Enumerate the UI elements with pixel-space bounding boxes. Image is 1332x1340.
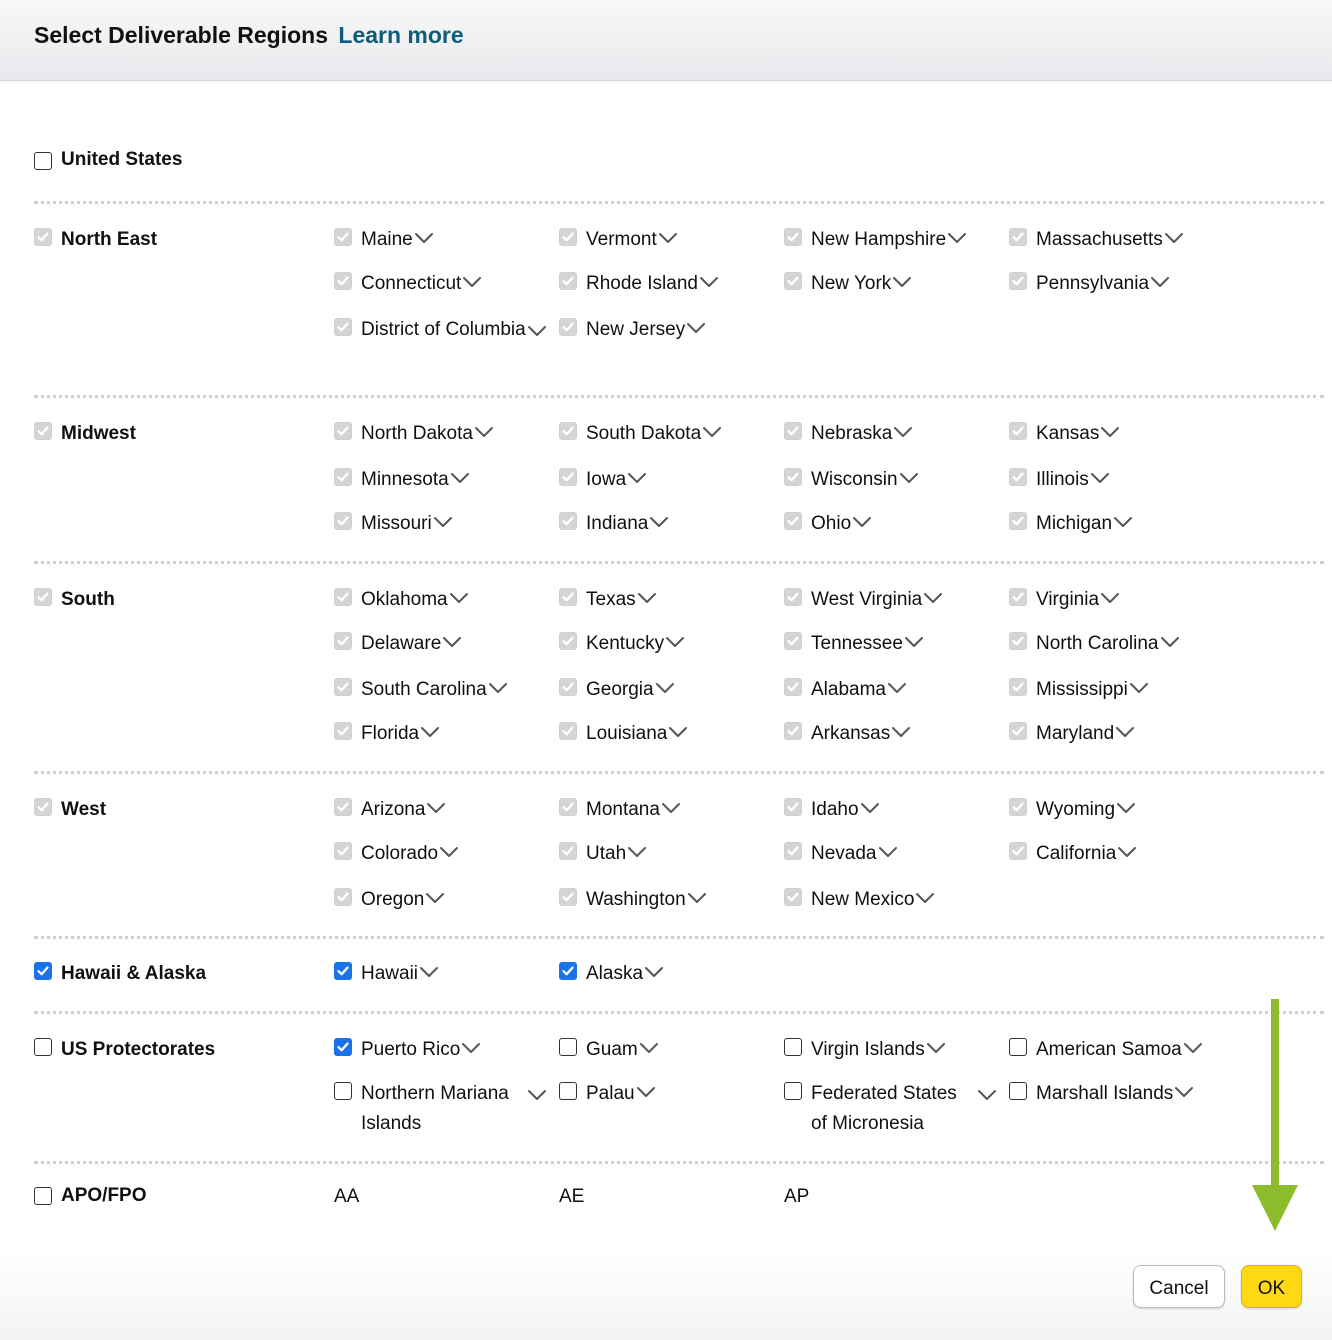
region-checkbox-west xyxy=(34,798,52,816)
state-checkbox-hawaii[interactable] xyxy=(334,962,352,980)
state-checkbox-missouri xyxy=(334,512,352,530)
state-label: Rhode Island xyxy=(586,269,719,299)
state-checkbox-south-carolina xyxy=(334,678,352,696)
chevron-down-icon[interactable] xyxy=(1183,1034,1203,1064)
chevron-down-icon[interactable] xyxy=(627,838,647,868)
state-label: Utah xyxy=(586,839,647,869)
apo-checkbox[interactable] xyxy=(34,1187,52,1205)
chevron-down-icon[interactable] xyxy=(686,314,706,344)
chevron-down-icon[interactable] xyxy=(1090,464,1110,494)
state-checkbox-indiana xyxy=(559,512,577,530)
state-label: Minnesota xyxy=(361,465,470,495)
chevron-down-icon[interactable] xyxy=(655,674,675,704)
chevron-down-icon[interactable] xyxy=(425,884,445,914)
state-label: Nevada xyxy=(811,839,898,869)
chevron-down-icon[interactable] xyxy=(649,508,669,538)
state-checkbox-georgia xyxy=(559,678,577,696)
state-checkbox-maine xyxy=(334,228,352,246)
state-checkbox-virginia xyxy=(1009,588,1027,606)
chevron-down-icon[interactable] xyxy=(462,268,482,298)
state-checkbox-west-virginia xyxy=(784,588,802,606)
state-checkbox-wisconsin xyxy=(784,468,802,486)
state-label: Kentucky xyxy=(586,629,685,659)
state-label: Louisiana xyxy=(586,719,688,749)
state-checkbox-northern-mariana-islands[interactable] xyxy=(334,1082,352,1100)
state-label: Hawaii xyxy=(361,959,439,989)
state-checkbox-puerto-rico[interactable] xyxy=(334,1038,352,1056)
state-label: New York xyxy=(811,269,912,299)
state-checkbox-utah xyxy=(559,842,577,860)
arrow-down-icon xyxy=(1250,995,1300,1235)
region-checkbox-south xyxy=(34,588,52,606)
state-checkbox-michigan xyxy=(1009,512,1027,530)
state-label: Alaska xyxy=(586,959,664,989)
chevron-down-icon[interactable] xyxy=(474,418,494,448)
state-checkbox-texas xyxy=(559,588,577,606)
state-label: Arizona xyxy=(361,795,446,825)
state-checkbox-new-york xyxy=(784,272,802,290)
region-checkbox-north-east xyxy=(34,228,52,246)
state-label: Montana xyxy=(586,795,681,825)
state-label: Pennsylvania xyxy=(1036,269,1170,299)
state-checkbox-mississippi xyxy=(1009,678,1027,696)
chevron-down-icon[interactable] xyxy=(1115,718,1135,748)
chevron-down-icon[interactable] xyxy=(1100,418,1120,448)
chevron-down-icon[interactable] xyxy=(878,838,898,868)
chevron-down-icon[interactable] xyxy=(658,224,678,254)
chevron-down-icon[interactable] xyxy=(644,958,664,988)
apo-code-aa: AA xyxy=(334,1186,360,1207)
chevron-down-icon[interactable] xyxy=(461,1034,481,1064)
chevron-down-icon[interactable] xyxy=(860,794,880,824)
chevron-down-icon[interactable] xyxy=(527,1088,547,1106)
state-label: North Carolina xyxy=(1036,629,1180,659)
state-checkbox-rhode-island xyxy=(559,272,577,290)
chevron-down-icon[interactable] xyxy=(904,628,924,658)
state-checkbox-pennsylvania xyxy=(1009,272,1027,290)
chevron-down-icon[interactable] xyxy=(450,464,470,494)
chevron-down-icon[interactable] xyxy=(636,1078,656,1108)
state-label: Idaho xyxy=(811,795,880,825)
state-checkbox-kentucky xyxy=(559,632,577,650)
learn-more-link[interactable]: Learn more xyxy=(338,22,464,48)
state-label: South Dakota xyxy=(586,419,722,449)
state-checkbox-washington xyxy=(559,888,577,906)
state-checkbox-illinois xyxy=(1009,468,1027,486)
state-label: Ohio xyxy=(811,509,872,539)
chevron-down-icon[interactable] xyxy=(1150,268,1170,298)
chevron-down-icon[interactable] xyxy=(1117,838,1137,868)
region-label: US Protectorates xyxy=(61,1039,216,1060)
state-label: Texas xyxy=(586,585,657,615)
state-checkbox-ohio xyxy=(784,512,802,530)
state-checkbox-iowa xyxy=(559,468,577,486)
state-checkbox-american-samoa[interactable] xyxy=(1009,1038,1027,1056)
state-label: Oregon xyxy=(361,885,445,915)
state-label: Illinois xyxy=(1036,465,1110,495)
state-checkbox-north-carolina xyxy=(1009,632,1027,650)
chevron-down-icon[interactable] xyxy=(668,718,688,748)
apo-code-ap: AP xyxy=(784,1186,810,1207)
ok-button[interactable]: OK xyxy=(1241,1265,1302,1308)
chevron-down-icon[interactable] xyxy=(687,884,707,914)
state-label: American Samoa xyxy=(1036,1035,1203,1065)
divider xyxy=(34,936,1324,939)
state-label: Iowa xyxy=(586,465,647,495)
region-label: Hawaii & Alaska xyxy=(61,963,207,984)
state-checkbox-nebraska xyxy=(784,422,802,440)
state-label: Federated States of Micronesia xyxy=(811,1083,957,1134)
state-label: Delaware xyxy=(361,629,462,659)
state-label: Marshall Islands xyxy=(1036,1079,1194,1109)
state-label: Tennessee xyxy=(811,629,924,659)
state-label: Arkansas xyxy=(811,719,911,749)
state-label: Washington xyxy=(586,885,707,915)
chevron-down-icon[interactable] xyxy=(433,508,453,538)
divider xyxy=(34,201,1324,204)
chevron-down-icon[interactable] xyxy=(1100,584,1120,614)
chevron-down-icon[interactable] xyxy=(1160,628,1180,658)
state-checkbox-idaho xyxy=(784,798,802,816)
divider xyxy=(34,395,1324,398)
state-checkbox-south-dakota xyxy=(559,422,577,440)
state-label: Georgia xyxy=(586,675,675,705)
chevron-down-icon[interactable] xyxy=(1164,224,1184,254)
chevron-down-icon[interactable] xyxy=(449,584,469,614)
chevron-down-icon[interactable] xyxy=(947,224,967,254)
chevron-down-icon[interactable] xyxy=(627,464,647,494)
state-label: Alabama xyxy=(811,675,907,705)
chevron-down-icon[interactable] xyxy=(639,1034,659,1064)
state-checkbox-nevada xyxy=(784,842,802,860)
state-label: Northern Mariana Islands xyxy=(361,1083,509,1134)
state-checkbox-massachusetts xyxy=(1009,228,1027,246)
state-checkbox-marshall-islands[interactable] xyxy=(1009,1082,1027,1100)
state-label: New Hampshire xyxy=(811,225,967,255)
state-label: South Carolina xyxy=(361,675,508,705)
state-checkbox-arkansas xyxy=(784,722,802,740)
chevron-down-icon[interactable] xyxy=(661,794,681,824)
divider xyxy=(34,1011,1324,1014)
state-checkbox-alaska[interactable] xyxy=(559,962,577,980)
state-checkbox-montana xyxy=(559,798,577,816)
chevron-down-icon[interactable] xyxy=(893,418,913,448)
state-label: Massachusetts xyxy=(1036,225,1184,255)
chevron-down-icon[interactable] xyxy=(977,1088,997,1106)
chevron-down-icon[interactable] xyxy=(852,508,872,538)
state-label: Colorado xyxy=(361,839,459,869)
state-label: Vermont xyxy=(586,225,678,255)
state-checkbox-minnesota xyxy=(334,468,352,486)
region-checkbox-hawaii-and-alaska[interactable] xyxy=(34,962,52,980)
chevron-down-icon[interactable] xyxy=(899,464,919,494)
state-label: Connecticut xyxy=(361,269,482,299)
state-checkbox-guam[interactable] xyxy=(559,1038,577,1056)
state-label: Florida xyxy=(361,719,440,749)
chevron-down-icon[interactable] xyxy=(665,628,685,658)
state-label: Missouri xyxy=(361,509,453,539)
state-checkbox-kansas xyxy=(1009,422,1027,440)
region-checkbox-us-protectorates[interactable] xyxy=(34,1038,52,1056)
state-checkbox-colorado xyxy=(334,842,352,860)
chevron-down-icon[interactable] xyxy=(442,628,462,658)
chevron-down-icon[interactable] xyxy=(1116,794,1136,824)
chevron-down-icon[interactable] xyxy=(420,718,440,748)
state-checkbox-palau[interactable] xyxy=(559,1082,577,1100)
chevron-down-icon[interactable] xyxy=(1113,508,1133,538)
dialog-title-text: Select Deliverable Regions xyxy=(34,22,329,48)
state-label: West Virginia xyxy=(811,585,943,615)
state-checkbox-florida xyxy=(334,722,352,740)
chevron-down-icon[interactable] xyxy=(699,268,719,298)
state-checkbox-vermont xyxy=(559,228,577,246)
state-checkbox-tennessee xyxy=(784,632,802,650)
state-label: Oklahoma xyxy=(361,585,469,615)
divider xyxy=(34,561,1324,564)
country-checkbox[interactable] xyxy=(34,152,52,170)
chevron-down-icon[interactable] xyxy=(915,884,935,914)
state-checkbox-virgin-islands[interactable] xyxy=(784,1038,802,1056)
state-checkbox-wyoming xyxy=(1009,798,1027,816)
state-checkbox-maryland xyxy=(1009,722,1027,740)
state-label: Puerto Rico xyxy=(361,1035,481,1065)
region-label: North East xyxy=(61,229,158,250)
state-label: Kansas xyxy=(1036,419,1120,449)
state-label: New Mexico xyxy=(811,885,935,915)
state-checkbox-oklahoma xyxy=(334,588,352,606)
state-label: Virginia xyxy=(1036,585,1120,615)
state-label: Maryland xyxy=(1036,719,1135,749)
divider xyxy=(34,771,1324,774)
region-label: Midwest xyxy=(61,423,136,444)
cancel-button[interactable]: Cancel xyxy=(1133,1265,1225,1308)
state-label: Michigan xyxy=(1036,509,1133,539)
region-label: South xyxy=(61,589,115,610)
apo-label: APO/FPO xyxy=(61,1185,147,1206)
chevron-down-icon[interactable] xyxy=(414,224,434,254)
state-label: Indiana xyxy=(586,509,669,539)
state-checkbox-arizona xyxy=(334,798,352,816)
state-checkbox-new-hampshire xyxy=(784,228,802,246)
state-label: District of Columbia xyxy=(361,319,526,340)
state-checkbox-north-dakota xyxy=(334,422,352,440)
apo-code-ae: AE xyxy=(559,1186,585,1207)
state-checkbox-connecticut xyxy=(334,272,352,290)
country-label: United States xyxy=(61,149,183,170)
state-checkbox-california xyxy=(1009,842,1027,860)
state-checkbox-louisiana xyxy=(559,722,577,740)
region-checkbox-midwest xyxy=(34,422,52,440)
chevron-down-icon[interactable] xyxy=(702,418,722,448)
state-checkbox-oregon xyxy=(334,888,352,906)
state-checkbox-new-jersey xyxy=(559,318,577,336)
dialog-title xyxy=(34,22,464,49)
chevron-down-icon[interactable] xyxy=(887,674,907,704)
chevron-down-icon[interactable] xyxy=(923,584,943,614)
state-checkbox-district-of-columbia xyxy=(334,318,352,336)
state-label: Mississippi xyxy=(1036,675,1149,705)
chevron-down-icon[interactable] xyxy=(1174,1078,1194,1108)
state-label: Wyoming xyxy=(1036,795,1136,825)
state-label: North Dakota xyxy=(361,419,494,449)
state-checkbox-federated-states-of-micronesia[interactable] xyxy=(784,1082,802,1100)
chevron-down-icon[interactable] xyxy=(891,718,911,748)
state-label: Palau xyxy=(586,1079,656,1109)
chevron-down-icon[interactable] xyxy=(637,584,657,614)
chevron-down-icon[interactable] xyxy=(426,794,446,824)
state-label: New Jersey xyxy=(586,315,706,345)
divider xyxy=(34,1161,1324,1164)
chevron-down-icon[interactable] xyxy=(892,268,912,298)
chevron-down-icon[interactable] xyxy=(419,958,439,988)
state-checkbox-alabama xyxy=(784,678,802,696)
state-label: Maine xyxy=(361,225,434,255)
chevron-down-icon[interactable] xyxy=(926,1034,946,1064)
state-label: California xyxy=(1036,839,1137,869)
chevron-down-icon[interactable] xyxy=(527,324,547,342)
state-checkbox-new-mexico xyxy=(784,888,802,906)
chevron-down-icon[interactable] xyxy=(1129,674,1149,704)
state-label: Wisconsin xyxy=(811,465,919,495)
chevron-down-icon[interactable] xyxy=(488,674,508,704)
state-label: Guam xyxy=(586,1035,659,1065)
chevron-down-icon[interactable] xyxy=(439,838,459,868)
region-label: West xyxy=(61,799,107,820)
dialog-header xyxy=(0,0,1332,81)
state-label: Virgin Islands xyxy=(811,1035,946,1065)
state-label: Nebraska xyxy=(811,419,913,449)
state-checkbox-delaware xyxy=(334,632,352,650)
